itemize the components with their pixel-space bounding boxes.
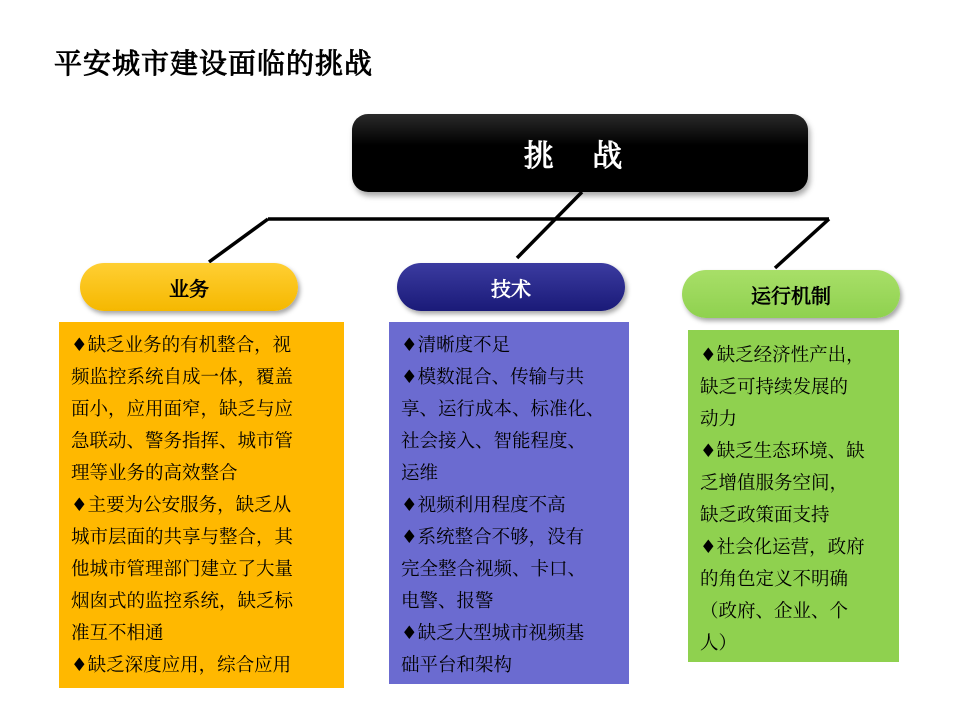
panel-line: 频监控系统自成一体，覆盖 (71, 367, 294, 388)
panel-line: ♦主要为公安服务，缺乏从 (71, 495, 292, 516)
panel-line: 社会接入、智能程度、 (401, 431, 587, 452)
panel-line: ♦社会化运营，政府 (700, 537, 865, 558)
panel-line: 人） (700, 633, 738, 654)
panel-line: ♦缺乏业务的有机整合，视 (71, 335, 292, 356)
category-business-label: 业务 (80, 263, 298, 311)
panel-line: 急联动、警务指挥、城市管 (71, 431, 294, 452)
panel-line: 乏增值服务空间， (700, 473, 849, 494)
panel-line: 烟囱式的监控系统，缺乏标 (71, 591, 294, 612)
panel-line: 的角色定义不明确 (700, 569, 849, 590)
page-title: 平安城市建设面临的挑战 (54, 47, 374, 80)
category-operations-label: 运行机制 (682, 270, 900, 318)
panel-line: 准互不相通 (71, 623, 164, 644)
panel-line: ♦缺乏经济性产出， (700, 345, 865, 366)
connector-challenge-to-bar (517, 192, 582, 258)
panel-line: 缺乏可持续发展的 (700, 377, 849, 398)
panel-line: ♦视频利用程度不高 (401, 495, 566, 516)
panel-line: ♦缺乏大型城市视频基 (401, 623, 585, 644)
panel-line: 运维 (401, 463, 439, 484)
panel-line: 动力 (700, 409, 738, 430)
business-challenges-panel (59, 322, 344, 688)
panel-line: 城市层面的共享与整合，其 (71, 527, 294, 548)
panel-line: 缺乏政策面支持 (700, 505, 830, 526)
technology-challenges-panel (389, 322, 629, 684)
connector-bar-to-operations (775, 219, 829, 268)
panel-line: 面小，应用面窄，缺乏与应 (71, 399, 294, 420)
panel-line: ♦模数混合、传输与共 (401, 367, 585, 388)
category-technology-label: 技术 (397, 263, 625, 311)
panel-line: 础平台和架构 (401, 655, 513, 676)
panel-line: 理等业务的高效整合 (71, 463, 238, 484)
panel-line: 电警、报警 (401, 591, 494, 612)
panel-line: 完全整合视频、卡口、 (401, 559, 587, 580)
panel-line: 他城市管理部门建立了大量 (71, 559, 294, 580)
challenge-header: 挑 战 (352, 114, 808, 192)
connector-bar-to-business (209, 219, 268, 262)
panel-line: ♦缺乏深度应用，综合应用 (71, 655, 292, 676)
panel-line: 享、运行成本、标准化、 (401, 399, 605, 420)
panel-line: ♦缺乏生态环境、缺 (700, 441, 865, 462)
panel-line: ♦系统整合不够，没有 (401, 527, 585, 548)
panel-line: （政府、企业、个 (700, 601, 849, 622)
operations-challenges-panel (688, 330, 899, 662)
panel-line: ♦清晰度不足 (401, 335, 511, 356)
